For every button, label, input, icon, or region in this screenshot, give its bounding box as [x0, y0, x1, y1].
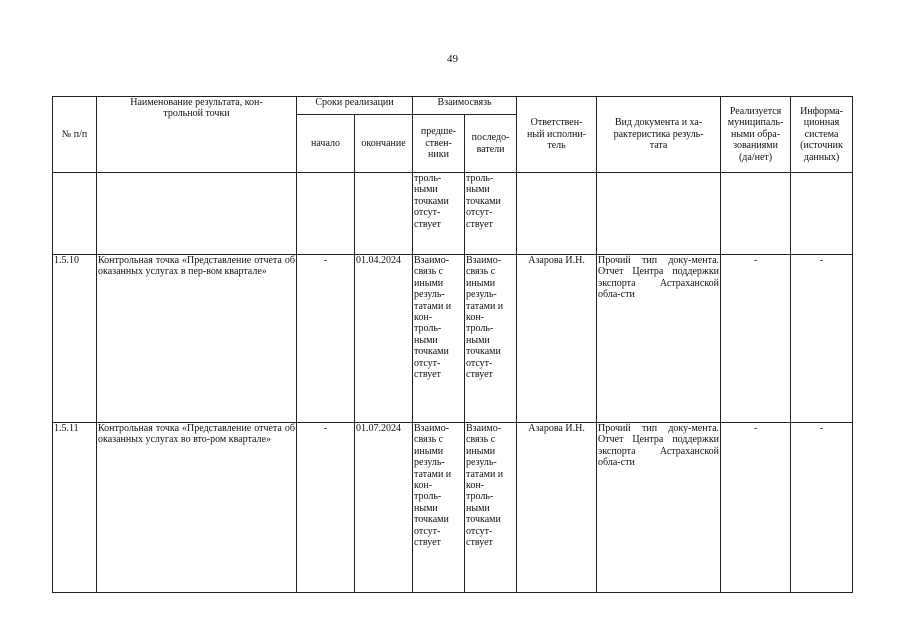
header-responsible: Ответствен- ный исполни- тель [517, 97, 597, 173]
cell-successors: Взаимо- связь с иными резуль- татами и кон- троль- ными точками отсут- ствует [465, 423, 517, 593]
header-municipal: Реализуется муниципаль- ными обра- зованиями (да/нет) [721, 97, 791, 173]
table-row [53, 255, 853, 423]
header-predecessors: предше- ствен- ники [413, 115, 465, 173]
header-terms: Сроки реализации [297, 97, 413, 115]
cell-name: Контрольная точка «Представление отчета об оказанных услугах во вто-ром квартале» [97, 423, 297, 593]
cell-name: Контрольная точка «Представление отчета об оказанных услугах в пер-вом квартале» [97, 255, 297, 423]
cell-start: - [297, 423, 355, 593]
cell-end: 01.07.2024 [355, 423, 413, 593]
cell-successors: Взаимо- связь с иными резуль- татами и кон- троль- ными точками отсут- ствует [465, 255, 517, 423]
page-number: 49 [447, 53, 458, 65]
header-name: Наименование результата, кон- трольной точки [97, 97, 297, 173]
cell-responsible: Азарова И.Н. [517, 255, 597, 423]
cell-infosys: - [791, 423, 853, 593]
cell-num: 1.5.11 [53, 423, 97, 593]
cell-num: 1.5.10 [53, 255, 97, 423]
header-infosys: Информа- ционная система (источник данных) [791, 97, 853, 173]
header-doc: Вид документа и ха- рактеристика резуль- тата [597, 97, 721, 173]
header-start: начало [297, 115, 355, 173]
header-end: окончание [355, 115, 413, 173]
header-successors: последо- ватели [465, 115, 517, 173]
cell-start: - [297, 255, 355, 423]
cell-successors: троль- ными точками отсут- ствует [465, 173, 517, 255]
cell-doc: Прочий тип доку-мента. Отчет Центра поддержки экспорта Астраханской обла-сти [597, 423, 721, 593]
table-row [53, 423, 853, 593]
cell-responsible: Азарова И.Н. [517, 423, 597, 593]
table-row-continuation [53, 173, 853, 255]
results-table [52, 96, 853, 593]
cell-predecessors: троль- ными точками отсут- ствует [413, 173, 465, 255]
header-row-1 [53, 97, 853, 115]
header-relation: Взаимосвязь [413, 97, 517, 115]
header-num: № п/п [53, 97, 97, 173]
cell-predecessors: Взаимо- связь с иными резуль- татами и кон- троль- ными точками отсут- ствует [413, 255, 465, 423]
cell-predecessors: Взаимо- связь с иными резуль- татами и кон- троль- ными точками отсут- ствует [413, 423, 465, 593]
cell-infosys: - [791, 255, 853, 423]
cell-doc: Прочий тип доку-мента. Отчет Центра поддержки экспорта Астраханской обла-сти [597, 255, 721, 423]
cell-municipal: - [721, 255, 791, 423]
cell-end: 01.04.2024 [355, 255, 413, 423]
cell-municipal: - [721, 423, 791, 593]
